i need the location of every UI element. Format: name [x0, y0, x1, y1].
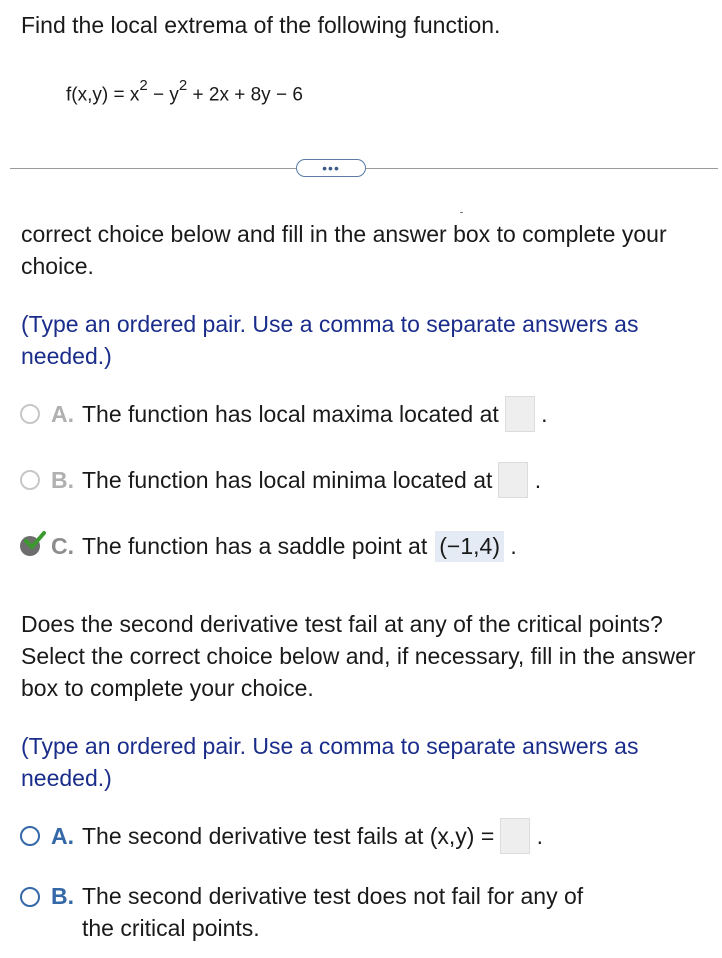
radio-button[interactable] — [20, 887, 40, 907]
function-expression — [66, 77, 303, 106]
option-text: The function has local minima located at — [82, 466, 493, 493]
exponent-1: 2 — [139, 77, 148, 94]
period: . — [534, 400, 548, 427]
period: . — [503, 532, 517, 559]
answer-box[interactable] — [505, 396, 535, 432]
option-letter: B. — [51, 466, 74, 493]
option-letter: B. — [51, 883, 74, 909]
function-prefix: f(x,y) = x — [66, 84, 140, 106]
period: . — [530, 822, 544, 849]
radio-button[interactable] — [20, 826, 40, 846]
function-mid: − y — [147, 84, 179, 106]
part1-hint: (Type an ordered pair. Use a comma to separate answers as needed.) — [21, 311, 639, 369]
option-text: The function has a saddle point at — [82, 532, 428, 559]
option-text: The function has local maxima located at — [82, 400, 499, 427]
question-title: Find the local extrema of the following function. — [21, 12, 501, 38]
option-letter: C. — [51, 532, 74, 559]
option-text-line-1: The second derivative test does not fail for any of — [82, 883, 584, 909]
radio-button-selected[interactable] — [20, 536, 40, 556]
period: . — [528, 466, 542, 493]
answer-box[interactable] — [500, 818, 530, 854]
option-text: The second derivative test fails at (x,y) = — [82, 822, 495, 849]
part1-instruction: correct choice below and fill in the answer box to complete your choice. — [21, 221, 667, 279]
checkmark-icon — [24, 530, 46, 552]
answer-box[interactable] — [498, 462, 528, 498]
option-letter: A. — [51, 400, 74, 427]
part2-option-b[interactable] — [20, 876, 583, 946]
part1-option-b[interactable] — [20, 460, 541, 500]
part1-option-c[interactable] — [20, 526, 517, 566]
text-fragment-mark — [460, 212, 463, 213]
exponent-2: 2 — [178, 77, 188, 94]
option-text — [82, 880, 583, 944]
option-letter: A. — [51, 822, 74, 849]
answer-value: (−1,4) — [435, 531, 504, 562]
option-text-line-2: the critical points. — [82, 915, 260, 941]
function-suffix: + 2x + 8y − 6 — [187, 84, 303, 106]
radio-button[interactable] — [20, 470, 40, 490]
part1-option-a[interactable] — [20, 394, 548, 434]
part2-option-a[interactable] — [20, 816, 543, 856]
part2-instruction: Does the second derivative test fail at any of the critical points? Select the correct choice below and, if necessary, fill in the answer box to complete your choice. — [21, 611, 696, 701]
part2-hint: (Type an ordered pair. Use a comma to separate answers as needed.) — [21, 733, 639, 791]
expand-more-button[interactable]: ••• — [296, 159, 366, 177]
radio-button[interactable] — [20, 404, 40, 424]
